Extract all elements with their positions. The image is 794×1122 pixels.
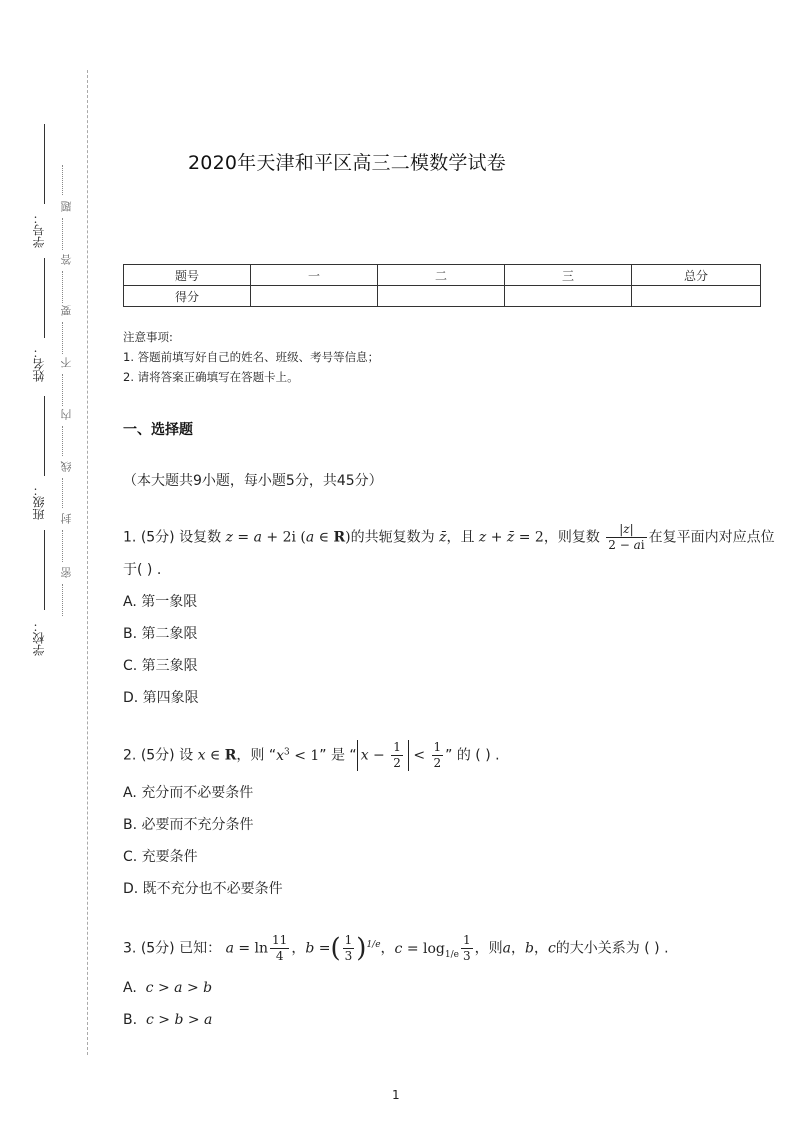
- notice-heading: 注意事项:: [123, 330, 173, 344]
- stem-text: ，则复数: [543, 529, 600, 546]
- seal-char: 题: [60, 200, 73, 212]
- math-fraction: $\frac{11}{4}$: [272, 933, 288, 963]
- math-fraction: $\frac{1}{2}$: [433, 740, 442, 770]
- binding-margin: [0, 0, 100, 1122]
- score-cell[interactable]: [632, 286, 761, 307]
- table-row: [124, 265, 761, 286]
- student-id-label: 学号：: [32, 212, 46, 248]
- dots: [62, 218, 63, 250]
- math-expr: c > a > b: [141, 980, 213, 996]
- student-id-rule: [44, 124, 45, 204]
- dots: [62, 374, 63, 406]
- seal-char: 密: [60, 566, 73, 578]
- exam-title: 2020年天津和平区高三二模数学试卷: [188, 152, 506, 174]
- notice-block: [123, 327, 379, 387]
- name-rule: [44, 258, 45, 338]
- question-points: (5分): [140, 529, 175, 546]
- table-cell: 一: [251, 265, 378, 286]
- question-number: 1.: [123, 529, 137, 546]
- page-number: 1: [392, 1088, 400, 1102]
- math-expr: $x^3 < 1$: [276, 746, 320, 764]
- stem-text: 在复平面内对应点位: [648, 529, 775, 546]
- stem-text: ，则: [474, 940, 503, 957]
- stem-text: 设: [179, 747, 194, 764]
- math-abs: x − $\frac{1}{2}$: [357, 740, 409, 771]
- option-d[interactable]: D. 既不充分也不必要条件: [123, 881, 283, 897]
- question-number: 3.: [123, 940, 137, 957]
- question-1-stem: [123, 522, 775, 553]
- section-title: 一、选择题: [123, 422, 193, 438]
- question-3-stem: 3. (5分) 已知： a = ln $\frac{11}{4}$ ，b =( $\frac{1}{3}$ )$^{1/e}$，$c = \log_{1/e}$ $\frac{1}{3}$ ，则a，b，c的大小关系为 ( ) .: [123, 933, 669, 964]
- score-cell[interactable]: [251, 286, 378, 307]
- stem-text: ，则 “: [236, 747, 277, 764]
- math-expr: $c = \log_{1/e}$: [394, 940, 459, 960]
- dots: [62, 322, 63, 354]
- table-cell: 三: [505, 265, 632, 286]
- seal-char: 不: [60, 356, 73, 368]
- table-cell: 得分: [124, 286, 251, 307]
- option-a[interactable]: A. 第一象限: [123, 594, 198, 610]
- table-row: [124, 286, 761, 307]
- dots: [62, 478, 63, 508]
- stem-text: 设复数: [179, 529, 222, 546]
- math-expr: a: [502, 940, 511, 957]
- table-cell: 题号: [124, 265, 251, 286]
- math-exponent: 1/e: [366, 939, 381, 950]
- stem-text: ，且: [446, 529, 475, 546]
- score-cell[interactable]: [378, 286, 505, 307]
- school-label: 学校：: [32, 620, 46, 656]
- notice-item: 1. 答题前填写好自己的姓名、班级、考号等信息；: [123, 350, 380, 364]
- section-note: （本大题共9小题，每小题5分，共45分）: [123, 473, 383, 489]
- notice-item: 2. 请将答案正确填写在答题卡上。: [123, 370, 299, 384]
- dots: [62, 584, 63, 616]
- question-1-stem-cont: 于( ) .: [123, 562, 162, 578]
- school-rule: [44, 530, 45, 610]
- math-expr: c > b > a: [141, 1012, 213, 1028]
- math-expr: x ∈ R: [197, 747, 237, 764]
- math-expr: z̄: [439, 529, 447, 546]
- math-expr: b =: [305, 940, 331, 957]
- question-number: 2.: [123, 747, 137, 764]
- option-b[interactable]: B. 必要而不充分条件: [123, 817, 254, 833]
- math-fraction: $\frac{|z|}{2 - ai}$: [608, 522, 645, 552]
- math-expr: <: [408, 747, 430, 764]
- dots: [62, 165, 63, 195]
- dots: [62, 426, 63, 456]
- score-table: [123, 264, 761, 307]
- option-c[interactable]: C. 第三象限: [123, 658, 198, 674]
- option-b[interactable]: [123, 1012, 212, 1028]
- question-2-stem: [123, 740, 500, 771]
- option-c[interactable]: C. 充要条件: [123, 849, 198, 865]
- option-letter: A.: [123, 980, 137, 996]
- dots: [62, 530, 63, 562]
- table-cell: 总分: [632, 265, 761, 286]
- table-cell: 二: [378, 265, 505, 286]
- seal-char: 封: [60, 512, 73, 524]
- seal-char: 答: [60, 253, 73, 265]
- option-d[interactable]: D. 第四象限: [123, 690, 199, 706]
- stem-text: 已知：: [179, 940, 222, 957]
- math-fraction: $\frac{1}{3}$: [344, 933, 353, 963]
- option-a[interactable]: A. 充分而不必要条件: [123, 785, 254, 801]
- question-points: (5分): [140, 940, 175, 957]
- stem-text: ” 的 ( ) .: [445, 747, 500, 764]
- math-expr: z = a + 2i (a ∈ R): [225, 529, 351, 546]
- seal-char: 线: [60, 460, 73, 472]
- class-rule: [44, 396, 45, 476]
- math-expr: a = ln: [225, 940, 269, 957]
- stem-text: ” 是 “: [319, 747, 357, 764]
- score-cell[interactable]: [505, 286, 632, 307]
- option-b[interactable]: B. 第二象限: [123, 626, 198, 642]
- math-expr: c: [547, 940, 556, 957]
- math-expr: b: [524, 940, 534, 957]
- math-expr: z + z̄ = 2: [478, 529, 544, 546]
- class-label: 班级：: [32, 484, 46, 520]
- stem-text: 的大小关系为 ( ) .: [555, 940, 669, 957]
- question-points: (5分): [140, 747, 175, 764]
- seal-char: 内: [60, 408, 73, 420]
- seal-char: 要: [60, 304, 73, 316]
- name-label: 姓名：: [32, 346, 46, 382]
- option-a[interactable]: [123, 980, 212, 996]
- option-letter: B.: [123, 1012, 138, 1028]
- stem-text: 的共轭复数为: [350, 529, 435, 546]
- math-fraction: $\frac{1}{3}$: [462, 933, 471, 963]
- dots: [62, 271, 63, 303]
- fold-line: [87, 70, 88, 1055]
